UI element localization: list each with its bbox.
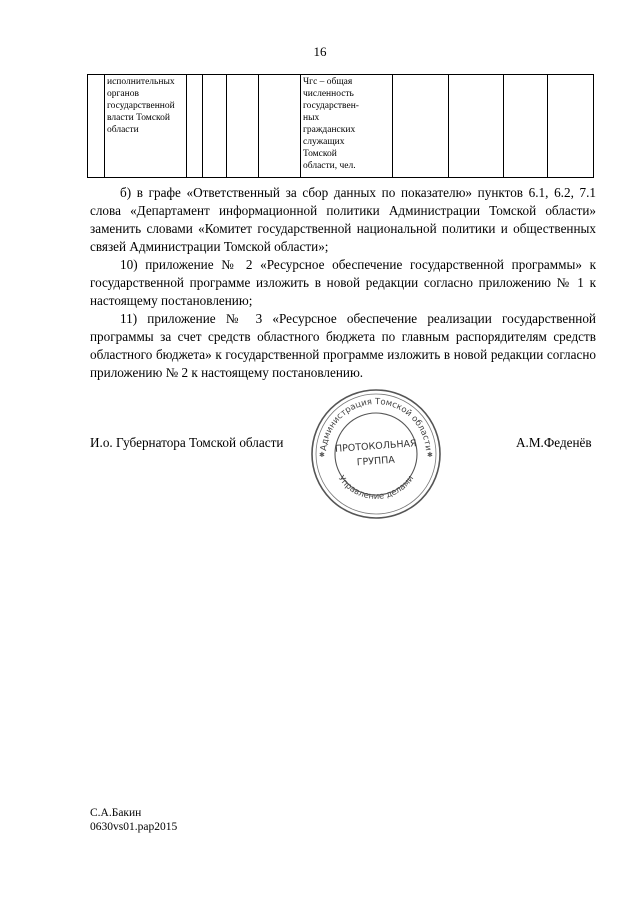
signatory-position: И.о. Губернатора Томской области — [90, 435, 284, 450]
official-stamp — [308, 386, 444, 522]
table-row — [88, 75, 594, 178]
table-cell-formula: Чгс – общая численность государствен- ных гражданских служащих Томской области, чел. — [301, 75, 393, 178]
svg-text:✱: ✱ — [427, 451, 433, 459]
paragraph: 10) приложение № 2 «Ресурсное обеспечение государственной программы» к государственной программе изложить в новой редакции согласно приложению № 1 к настоящему постановлению; — [90, 257, 596, 308]
svg-text:ГРУППА: ГРУППА — [356, 454, 396, 469]
table-cell — [393, 75, 449, 178]
table-cell — [227, 75, 259, 178]
svg-text:ПРОТОКОЛЬНАЯ: ПРОТОКОЛЬНАЯ — [334, 438, 417, 455]
paragraph: б) в графе «Ответственный за сбор данных по показателю» пунктов 6.1, 6.2, 7.1 слова «Департамент информационной политики Администрации Томской области» заменить словами «Комитет государственной национальной политики и общественных связей Администрации Томской области»; — [90, 185, 596, 254]
svg-text:Управление делами: Управление делами — [335, 473, 417, 502]
table-cell — [203, 75, 227, 178]
svg-text:✱: ✱ — [319, 451, 325, 459]
table-cell — [449, 75, 504, 178]
continued-table — [87, 74, 594, 178]
signatory-name: А.М.Феденёв — [516, 435, 592, 450]
table-cell — [187, 75, 203, 178]
paragraph: 11) приложение № 3 «Ресурсное обеспечение реализации государственной программы за счет средств областного бюджета по главным распорядителям средств областного бюджета» к государственной программе изложить в новой редакции согласно приложению № 2 к настоящему постановлению. — [90, 311, 596, 380]
table-cell — [548, 75, 594, 178]
body-text — [90, 184, 596, 382]
footer — [90, 806, 177, 834]
page-number: 16 — [313, 44, 327, 59]
table-cell — [504, 75, 548, 178]
author-name: С.А.Бакин — [90, 807, 142, 819]
file-name: 0630vs01.pap2015 — [90, 821, 178, 833]
table-cell — [88, 75, 105, 178]
table-cell-responsible: исполнительных органов государственной власти Томской области — [105, 75, 187, 178]
svg-text:Администрация Томской области: Администрация Томской области — [319, 396, 433, 452]
table-cell — [259, 75, 301, 178]
